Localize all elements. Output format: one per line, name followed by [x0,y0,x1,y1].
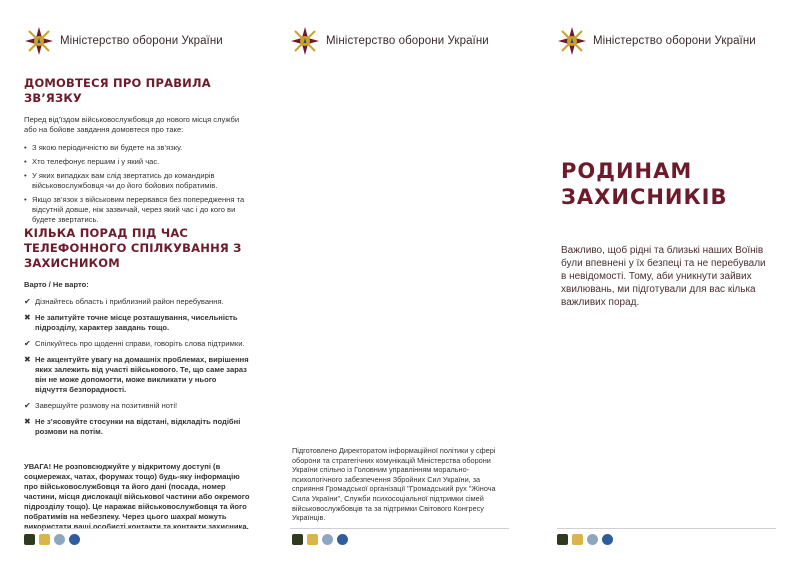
tips-title: КІЛЬКА ПОРАД ПІД ЧАС ТЕЛЕФОННОГО СПІЛКУВАННЯ З ЗАХИСНИКОМ [24,226,242,270]
zhinocha-syla-logo-icon [39,534,50,545]
right-header [557,26,756,56]
list-item: • У яких випадках вам слід звертатись до командирів військовослужбовця чи до його бойових побратимів. [24,171,249,191]
world-congress-logo-icon [602,534,613,545]
partner-logos [24,534,80,545]
list-item [24,401,249,411]
rules-list [24,143,249,225]
zsu-logo-icon [557,534,568,545]
footer-divider [24,528,242,529]
list-item: • З якою періодичністю ви будете на зв’язку. [24,143,249,153]
world-congress-logo-icon [69,534,80,545]
world-congress-logo-icon [337,534,348,545]
zhinocha-syla-logo-icon [307,534,318,545]
tips-subtitle: Варто / Не варто: [24,280,89,289]
tip-text: Спілкуйтесь про щоденні справи, говоріть слова підтримки. [35,339,245,348]
footer-divider [557,528,776,529]
warning-text: УВАГА! Не розповсюджуйте у відкритому доступі (в соцмережах, чатах, форумах тощо) будь-яку інформацію про військовослужбовця та його дані (посада, номер частини, місця дислокації військової частини або окремого підрозділу тощо). Це наражає військовослужбовця та його побратимів на небезпеку. Через цього шахраї можуть використати ваші особисті контакти та контакти захисника. [24,462,250,531]
check-icon: ✔ [24,339,31,348]
list-item [24,417,249,437]
cross-icon: ✖ [24,355,31,364]
title-line-1: РОДИНАМ [561,159,693,183]
middle-header [290,26,489,56]
main-title [561,158,728,210]
partner-logos [557,534,613,545]
mod-emblem-icon [24,26,54,56]
mod-emblem-icon [290,26,320,56]
zsu-logo-icon [24,534,35,545]
credits-text: Підготовлено Директоратом інформаційної політики у сфері оборони та стратегічних комунікацій Міністерства оборони України спільно із Головним управлінням морально-психологічного забезпечення Збройних Сил України, за сприяння Громадської організації "Громадський рух "Жіноча Сила України", Служби психосоціальної підтримки сімей військовослужбовців та за підтримки Світового Конгресу Українців. [292,446,496,523]
left-panel [0,0,266,566]
list-item: • Хто телефонує першим і у який час. [24,157,249,167]
tips-list [24,297,249,437]
mod-emblem-icon [557,26,587,56]
footer-divider [290,528,509,529]
check-icon: ✔ [24,297,31,306]
org-name: Міністерство оборони України [593,35,756,47]
org-name: Міністерство оборони України [326,35,489,47]
title-line-2: ЗАХИСНИКІВ [561,185,728,209]
zsu-logo-icon [292,534,303,545]
lead-text: Важливо, щоб рідні та близькі наших Воїнів були впевнені у їх безпеці та не перебували в невідомості. Тому, аби уникнути зайвих хвилювань, ми підготували для вас кілька важливих порад. [561,245,766,308]
check-icon: ✔ [24,401,31,410]
tip-text: Не запитуйте точне місце розташування, чисельність підрозділу, характер завдань тощо. [35,313,238,332]
zhinocha-syla-logo-icon [572,534,583,545]
org-name: Міністерство оборони України [60,35,223,47]
left-header [24,26,223,56]
list-item [24,355,249,395]
tip-text: Дізнайтесь область і приблизний район перебування. [35,297,224,306]
tip-text: Не з’ясовуйте стосунки на відстані, відкладіть подібні розмови на потім. [35,417,241,436]
tip-text: Не акцентуйте увагу на домашніх проблемах, вирішення яких залежить від участі військового. Те, що саме зараз він не може допомогти, може викликати у нього відчуття безпорадності. [35,355,249,394]
middle-panel [266,0,533,566]
rules-title: ДОМОВТЕСЯ ПРО ПРАВИЛА ЗВ’ЯЗКУ [24,76,211,105]
list-item: • Якщо зв’язок з військовим перервався без попередження та відсутній довше, ніж зазвичай, через який час і до кого ви будете звертатись. [24,195,249,225]
list-item [24,313,249,333]
tips-section [24,226,249,443]
rules-intro: Перед від’їздом військовослужбовця до нового місця служби або на бойове завдання домовтеся про таке: [24,115,240,134]
psychosocial-logo-icon [54,534,65,545]
tip-text: Завершуйте розмову на позитивній ноті! [35,401,178,410]
list-item [24,297,249,307]
cross-icon: ✖ [24,417,31,426]
partner-logos [292,534,348,545]
rules-section [24,76,249,229]
right-panel [533,0,800,566]
cross-icon: ✖ [24,313,31,322]
psychosocial-logo-icon [322,534,333,545]
psychosocial-logo-icon [587,534,598,545]
list-item [24,339,249,349]
